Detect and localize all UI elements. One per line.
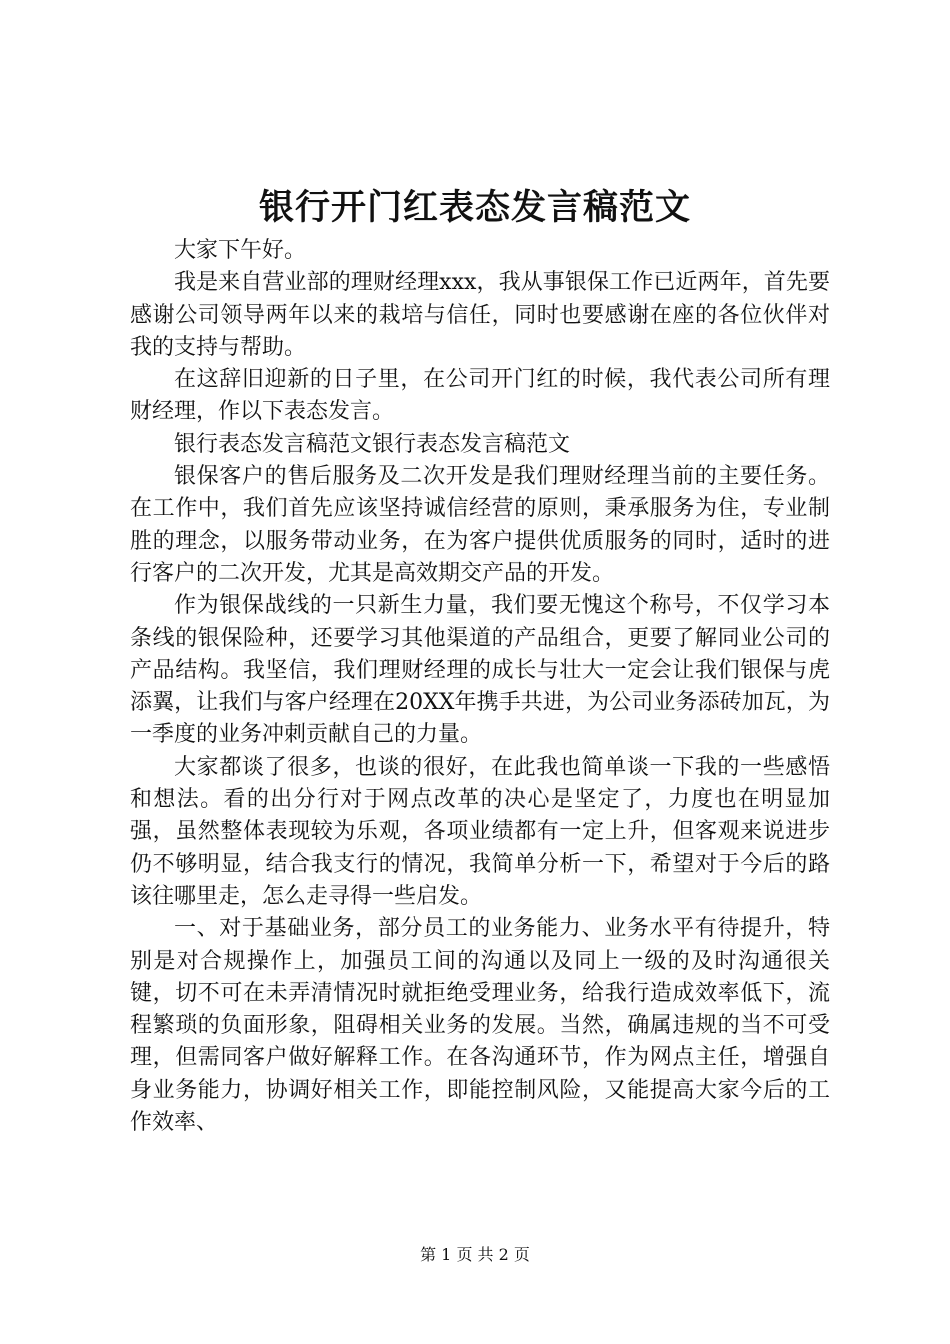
paragraph: 大家都谈了很多，也谈的很好，在此我也简单谈一下我的一些感悟和想法。看的出分行对于网点改革的决心是坚定了，力度也在明显加强，虽然整体表现较为乐观，各项业绩都有一定上升，但客观来说进步仍不够明显，结合我支行的情况，我简单分析一下，希望对于今后的路该往哪里走，怎么走寻得一些启发。 (130, 754, 830, 909)
paragraph: 在这辞旧迎新的日子里，在公司开门红的时候，我代表公司所有理财经理，作以下表态发言。 (130, 367, 830, 425)
document-body (130, 235, 830, 1139)
paragraph: 大家下午好。 (174, 238, 307, 263)
paragraph: 银保客户的售后服务及二次开发是我们理财经理当前的主要任务。在工作中，我们首先应该坚持诚信经营的原则，秉承服务为住，专业制胜的理念，以服务带动业务，在为客户提供优质服务的同时，适时的进行客户的二次开发，尤其是高效期交产品的开发。 (130, 464, 830, 586)
page-footer: 第 1 页 共 2 页 (420, 1245, 530, 1264)
paragraph: 我是来自营业部的理财经理xxx，我从事银保工作已近两年，首先要感谢公司领导两年以来的栽培与信任，同时也要感谢在座的各位伙伴对我的支持与帮助。 (130, 270, 830, 360)
paragraph: 银行表态发言稿范文银行表态发言稿范文 (174, 431, 571, 457)
paragraph: 一、对于基础业务，部分员工的业务能力、业务水平有待提升，特别是对合规操作上，加强员工间的沟通以及同上一级的及时沟通很关键，切不可在未弄清情况时就拒绝受理业务，给我行造成效率低下，流程繁琐的负面形象，阻碍相关业务的发展。当然，确属违规的当不可受理，但需同客户做好解释工作。在各沟通环节，作为网点主任，增强自身业务能力，协调好相关工作，即能控制风险，又能提高大家今后的工作效率、 (130, 916, 830, 1136)
document-title: 银行开门红表态发言稿范文 (258, 187, 691, 228)
paragraph: 作为银保战线的一只新生力量，我们要无愧这个称号，不仅学习本条线的银保险种，还要学习其他渠道的产品组合，更要了解同业公司的产品结构。我坚信，我们理财经理的成长与壮大一定会让我们银保与虎添翼，让我们与客户经理在20XX年携手共进，为公司业务添砖加瓦，为一季度的业务冲刺贡献自己的力量。 (130, 593, 830, 748)
